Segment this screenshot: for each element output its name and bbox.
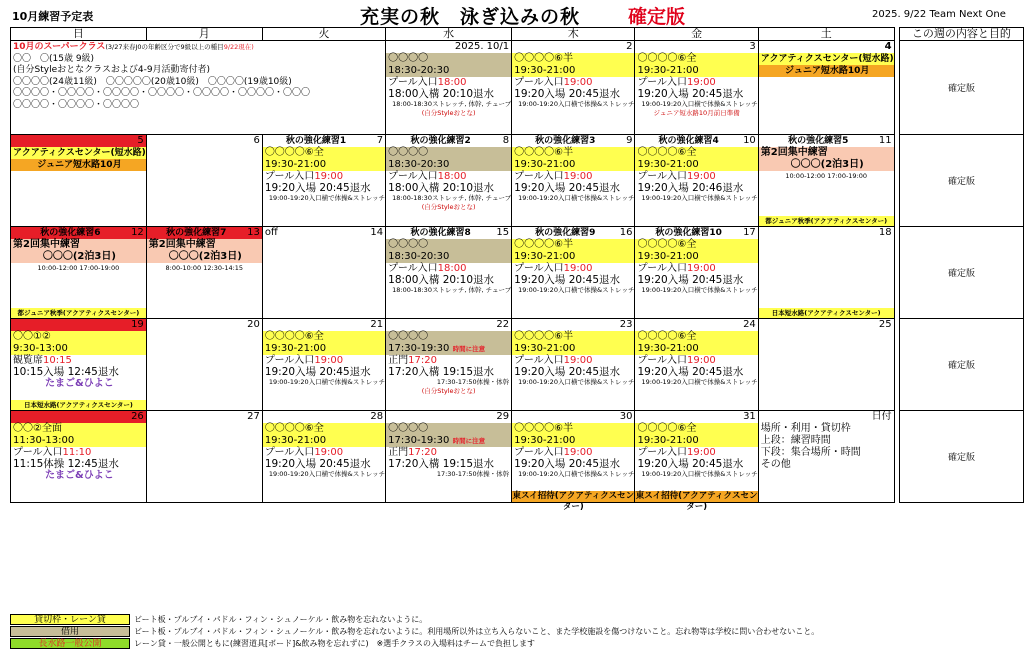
day-cell: 秋の強化練習6 12 第2回集中練習 〇〇〇(2泊3日) 10:00-12:00 17:00-19:00 都ジュニア秋季(アクアティクスセンター) [11,227,147,319]
day-cell: 28 〇〇〇〇⑥全 19:30-21:00 プール入口19:00 19:20入場 20:45退水 19:00-19:20入口横で体操&ストレッチ [262,411,385,503]
week-row-2 [11,135,1024,227]
day-cell: 26 〇〇②全面 11:30-13:00 プール入口11:10 11:15体操 12:45退水 たまご&ひよこ [11,411,147,503]
legend-key: 長水路一般公開 [10,638,130,649]
week-summary: 確定版 [899,135,1023,227]
legend-key: 貸切枠・レーン貸 [10,614,130,625]
legend-text: ビート板・プルブイ・パドル・フィン・シュノーケル・飲み物を忘れないように。 [134,615,428,624]
legend-text: レーン貸・一般公開ともに(練習道具[ボード]&飲み物を忘れずに) ※選手クラスの入場料はチームで負担します [134,639,536,648]
calendar-table [10,27,1024,512]
week-summary: 確定版 [899,319,1023,411]
day-cell: 27 [146,411,262,503]
page-header [0,0,1024,28]
week-row-1 [11,41,1024,135]
day-cell: 秋の強化練習9 16 〇〇〇〇⑥半 19:30-21:00 プール入口19:00 19:20入場 20:45退水 19:00-19:20入口横で体操&ストレッチ [512,227,635,319]
day-cell: 2025. 10/1 〇〇〇〇 18:30-20:30 プール入口18:00 18:00入構 20:10退水 18:00-18:30ストレッチ, 体幹, チューブ (自分Styleおとな) [386,41,512,135]
day-cell: 3 〇〇〇〇⑥全 19:30-21:00 プール入口19:00 19:20入場 20:45退水 19:00-19:20入口横で体操&ストレッチ ジュニア短水路10月前日準備 [635,41,758,135]
super-class-note: 10月のスーパークラス(3/27来春J0の年齢区分で9級以上の種目9/22現在) 〇〇 〇(15歳 9級) (自分Styleおとなクラスおよび4-9月活動寄付者) 〇〇〇〇(24歳11級) 〇〇〇〇〇(20歳10級) 〇〇〇〇(19歳10級) 〇〇〇〇・〇〇〇〇・〇〇〇〇・〇〇〇〇・〇〇〇〇・〇〇〇〇・〇〇〇 〇〇〇〇・〇〇〇〇・〇〇〇〇 [11,41,386,135]
legend-key: 借用 [10,626,130,637]
page-title: 充実の秋 泳ぎ込みの秋 [360,6,581,28]
legend-row [10,614,819,625]
weekday-sat: 土 [758,28,894,41]
day-cell: 秋の強化練習4 10 〇〇〇〇⑥全 19:30-21:00 プール入口19:00 19:20入場 20:46退水 19:00-19:20入口横で体操&ストレッチ [635,135,758,227]
day-cell: 秋の強化練習5 11 第2回集中練習 〇〇〇(2泊3日) 10:00-12:00 17:00-19:00 都ジュニア秋季(アクアティクスセンター) [758,135,894,227]
weekday-fri: 金 [635,28,758,41]
day-cell: 秋の強化練習7 13 第2回集中練習 〇〇〇(2泊3日) 8:00-10:00 12:30-14:15 [146,227,262,319]
week-summary: 確定版 [899,411,1023,503]
day-cell: 25 [758,319,894,411]
day-cell: 20 [146,319,262,411]
day-cell: 秋の強化練習2 8 〇〇〇〇 18:30-20:30 プール入口18:00 18:00入構 20:10退水 18:00-18:30ストレッチ, 体幹, チューブ (自分Styleおとな) [386,135,512,227]
week-row-3 [11,227,1024,319]
day-cell: 18 日本短水路(アクアティクスセンター) [758,227,894,319]
day-cell: 22 〇〇〇〇 17:30-19:30 時間に注意 正門17:20 17:20入構 19:15退水 17:30-17:50体操・体幹 (自分Styleおとな) [386,319,512,411]
week-purpose-header: この週の内容と目的 [899,28,1023,41]
week-summary: 確定版 [899,227,1023,319]
weekday-sun: 日 [11,28,147,41]
weekday-wed: 水 [386,28,512,41]
day-cell: 30 〇〇〇〇⑥半 19:30-21:00 プール入口19:00 19:20入場 20:45退水 19:00-19:20入口横で体操&ストレッチ 東スイ招待(アクアティクスセンター) [512,411,635,512]
legend-cell: 日付 場所・利用・貸切枠 上段：練習時間 下段：集合場所・時間 その他 [758,411,894,503]
day-cell: 29 〇〇〇〇 17:30-19:30 時間に注意 正門17:20 17:20入構 19:15退水 17:30-17:50体操・体幹 [386,411,512,503]
week-row-4 [11,319,1024,411]
day-cell: 秋の強化練習1 7 〇〇〇〇⑥全 19:30-21:00 プール入口19:00 19:20入場 20:45退水 19:00-19:20入口横で体操&ストレッチ [262,135,385,227]
day-cell: 4 アクアティクスセンター(短水路) ジュニア短水路10月 [758,41,894,135]
weekday-mon: 月 [146,28,262,41]
legend [10,614,819,650]
day-cell: 19 〇〇①② 9:30-13:00 観覧席10:15 10:15入場 12:45退水 たまご&ひよこ 日本短水路(アクアティクスセンター) [11,319,147,411]
date-team: 2025. 9/22 Team Next One [872,9,1006,20]
final-badge: 確定版 [628,6,686,28]
weekday-header [11,28,1024,41]
day-cell: 24 〇〇〇〇⑥全 19:30-21:00 プール入口19:00 19:20入場 20:45退水 19:00-19:20入口横で体操&ストレッチ [635,319,758,411]
day-cell: 5 アクアティクスセンター(短水路) ジュニア短水路10月 [11,135,147,227]
legend-row [10,626,819,637]
legend-text: ビート板・プルブイ・パドル・フィン・シュノーケル・飲み物を忘れないように。利用場所以外は立ち入らないこと、また学校施設を傷つけないこと。忘れ物等は学校に問い合わせないこと。 [134,627,820,636]
day-cell: 23 〇〇〇〇⑥半 19:30-21:00 プール入口19:00 19:20入場 20:45退水 19:00-19:20入口横で体操&ストレッチ [512,319,635,411]
week-row-5 [11,411,1024,503]
day-cell: 21 〇〇〇〇⑥全 19:30-21:00 プール入口19:00 19:20入場 20:45退水 19:00-19:20入口横で体操&ストレッチ [262,319,385,411]
day-cell: 秋の強化練習8 15 〇〇〇〇 18:30-20:30 プール入口18:00 18:00入構 20:10退水 18:00-18:30ストレッチ, 体幹, チューブ [386,227,512,319]
day-cell: 6 [146,135,262,227]
weekday-thu: 木 [512,28,635,41]
day-cell: 秋の強化練習10 17 〇〇〇〇⑥全 19:30-21:00 プール入口19:00 19:20入場 20:45退水 19:00-19:20入口横で体操&ストレッチ [635,227,758,319]
day-cell: 2 〇〇〇〇⑥半 19:30-21:00 プール入口19:00 19:20入場 20:45退水 19:00-19:20入口横で体操&ストレッチ [512,41,635,135]
legend-row [10,638,819,649]
day-cell: 秋の強化練習3 9 〇〇〇〇⑥半 19:30-21:00 プール入口19:00 19:20入場 20:45退水 19:00-19:20入口横で体操&ストレッチ [512,135,635,227]
sheet-label: 10月練習予定表 [12,10,94,23]
day-cell: 14 off [262,227,385,319]
day-cell: 31 〇〇〇〇⑥全 19:30-21:00 プール入口19:00 19:20入場 20:45退水 19:00-19:20入口横で体操&ストレッチ 東スイ招待(アクアティクスセンター) [635,411,758,512]
weekday-tue: 火 [262,28,385,41]
week-summary: 確定版 [899,41,1023,135]
